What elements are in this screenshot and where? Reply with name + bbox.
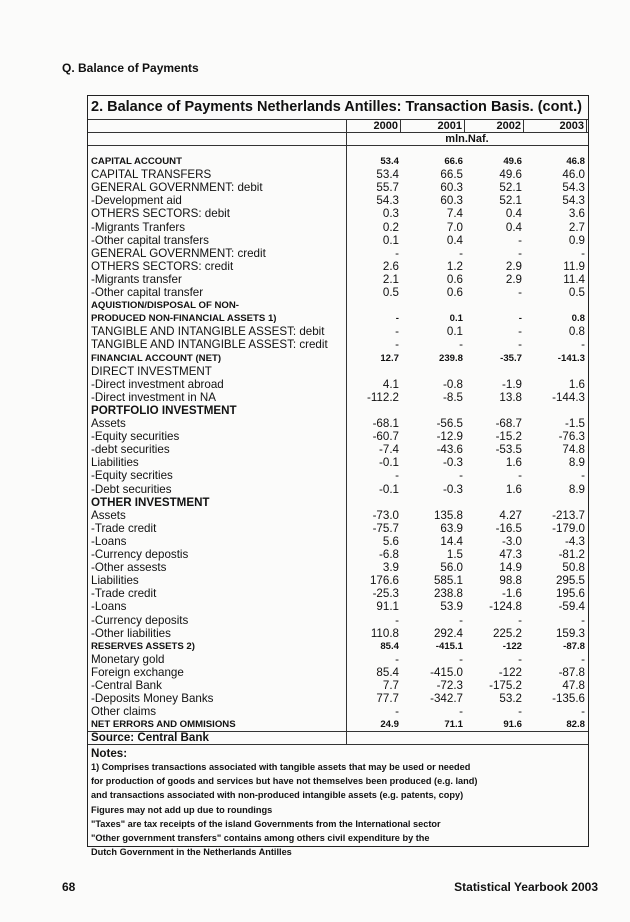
cell-2000: 0.2 [382,220,399,234]
cell-2000: 53.4 [376,168,399,182]
cell-2003: 8.9 [568,456,585,470]
cell-2000: -7.4 [379,443,399,457]
cell-2003: 82.8 [566,719,585,731]
cell-2003: -76.3 [558,430,585,444]
cell-2001: -415.0 [430,665,463,679]
table-row [88,207,588,220]
cell-2000: - [395,613,399,627]
row-label: -Other assests [91,561,167,575]
row-label: FINANCIAL ACCOUNT (NET) [91,352,222,364]
row-label: Assets [91,417,126,430]
cell-2000: 110.8 [370,626,399,640]
cell-2003: -4.3 [565,534,585,548]
row-label: Liabilities [91,456,139,470]
cell-2003: 54.3 [562,194,585,208]
table-row [88,469,588,482]
table-row [88,614,588,627]
row-label: PORTFOLIO INVESTMENT [91,403,237,417]
cell-2003: - [581,469,585,483]
table-row [88,718,588,731]
row-label: -Migrants transfer [91,272,182,286]
cell-2000: 12.7 [380,352,399,364]
cell-2002: - [518,313,522,325]
cell-2000: -68.1 [372,417,399,430]
table-row [88,640,588,653]
cell-2000: 0.5 [382,286,399,299]
row-label: -Loans [91,534,127,548]
cell-2000: 85.4 [376,665,399,679]
table-row [88,705,588,718]
table-row [88,391,588,404]
cell-2003: 74.8 [562,443,585,457]
cell-2003: 1.6 [568,377,585,391]
cell-2000: 91.1 [376,600,399,614]
cell-2002: 0.4 [505,207,522,221]
source-label: Source: Central Bank [91,731,209,744]
cell-2000: 176.6 [369,574,399,588]
table-row [88,430,588,443]
row-label: GENERAL GOVERNMENT: debit [91,181,263,195]
cell-2002: -15.2 [495,430,522,444]
row-label: TANGIBLE AND INTANGIBLE ASSEST: credit [91,338,328,352]
table-row [88,221,588,234]
table-row [88,338,588,351]
table-row [88,666,588,679]
table-row [88,260,588,273]
cell-2001: -43.6 [436,443,463,457]
cell-2001: 53.9 [440,600,463,614]
cell-2002: 98.8 [499,574,522,588]
row-label: -Loans [91,600,127,614]
cell-2003: 46.8 [566,156,585,167]
cell-2001: 0.4 [446,233,463,247]
cell-2000: 3.9 [382,561,399,575]
cell-2002: - [518,233,522,247]
table-row [88,194,588,207]
cell-2000: - [395,652,399,666]
cell-2002: 1.6 [505,456,522,470]
row-label: -Trade credit [91,587,157,601]
source-row [88,731,588,745]
cell-2001: -8.5 [443,390,463,404]
cell-2002: 49.6 [499,168,522,182]
cell-2003: 54.3 [562,181,585,195]
cell-2002: 13.8 [499,390,522,404]
cell-2003: - [581,705,585,719]
row-label: -Development aid [91,194,182,208]
cell-2002: 53.2 [499,692,522,706]
cell-2000: -75.7 [372,521,399,535]
cell-2000: - [395,246,399,260]
cell-2000: 0.3 [382,207,399,221]
table-row [88,273,588,286]
cell-2002: 225.2 [492,626,522,640]
note-line: Figures may not add up due to roundings [91,804,273,815]
cell-2001: - [459,469,463,483]
cell-2002: - [518,286,522,299]
cell-2000: -6.8 [379,548,399,561]
year-2002: 2002 [465,120,524,132]
cell-2000: 2.1 [382,272,399,286]
cell-2001: - [459,652,463,666]
cell-2000: 0.1 [382,233,399,247]
cell-2002: - [518,652,522,666]
cell-2001: 60.3 [440,181,463,195]
table-row [88,155,588,168]
cell-2001: 7.4 [446,207,463,221]
year-2001: 2001 [401,120,465,132]
cell-2002: -122 [498,665,522,679]
cell-2000: -73.0 [372,508,399,522]
cell-2001: 60.3 [440,194,463,208]
cell-2001: 292.4 [433,626,463,640]
cell-2003: 47.8 [562,679,585,692]
cell-2002: - [518,338,522,352]
year-header-row [88,120,588,133]
cell-2003: -213.7 [552,508,585,522]
cell-2002: -1.6 [502,587,522,601]
cell-2001: -342.7 [430,692,463,706]
cell-2001: -12.9 [436,430,463,444]
table-body [88,146,588,731]
cell-2003: - [581,338,585,352]
row-label: -Other capital transfers [91,233,209,247]
cell-2001: 1.2 [446,259,463,273]
row-label: OTHERS SECTORS: credit [91,259,234,273]
cell-2002: - [518,469,522,483]
table-row [88,600,588,613]
row-label: -Debt securities [91,482,172,496]
cell-2000: -0.1 [379,456,399,470]
row-label: -Direct investment abroad [91,377,224,391]
note-line: "Taxes" are tax receipts of the island Governments from the International sector [91,818,441,829]
cell-2000: 4.1 [382,377,399,391]
row-label: RESERVES ASSETS 2) [91,640,195,652]
row-label: -Other capital transfer [91,286,204,299]
cell-2000: 5.6 [382,534,399,548]
cell-2001: -0.3 [443,456,463,470]
row-label: -Deposits Money Banks [91,692,214,706]
row-label: Liabilities [91,574,139,588]
cell-2002: 91.6 [503,719,522,731]
cell-2003: - [581,246,585,260]
cell-2000: 77.7 [376,692,399,706]
cell-2001: - [459,705,463,719]
cell-2002: -35.7 [500,352,522,364]
row-label: Monetary gold [91,652,165,666]
cell-2003: -87.8 [563,640,585,652]
table-row [88,561,588,574]
cell-2002: 2.9 [505,272,522,286]
cell-2000: 2.6 [382,259,399,273]
publication-title: Statistical Yearbook 2003 [454,880,598,894]
cell-2003: 46.0 [562,168,585,182]
cell-2000: -25.3 [372,587,399,601]
cell-2003: 295.5 [555,574,585,588]
cell-2003: -179.0 [552,521,585,535]
table-row [88,247,588,260]
cell-2000: - [395,469,399,483]
row-label: AQUISTION/DISPOSAL OF NON- [91,300,240,312]
cell-2003: 8.9 [568,482,585,496]
cell-2001: -72.3 [436,679,463,692]
cell-2003: 50.8 [562,561,585,575]
cell-2002: - [518,325,522,339]
cell-2001: -0.8 [443,377,463,391]
note-line: and transactions associated with non-produced intangible assets (e.g. patents, copy) [91,790,464,801]
note-line: Dutch Government in the Netherlands Antilles [91,847,292,858]
row-label: -Equity secrities [91,469,173,483]
cell-2003: -59.4 [558,600,585,614]
cell-2003: - [581,613,585,627]
row-label: -Other liabilities [91,626,171,640]
row-label: -Direct investment in NA [91,390,216,404]
cell-2002: - [518,705,522,719]
cell-2000: -60.7 [372,430,399,444]
table-row [88,181,588,194]
notes-heading: Notes: [91,747,128,760]
cell-2002: -3.0 [502,534,522,548]
table-row [88,456,588,469]
cell-2001: 0.6 [446,272,463,286]
row-label: OTHERS SECTORS: debit [91,207,230,221]
cell-2003: 2.7 [568,220,585,234]
table-row [88,522,588,535]
table-row [88,509,588,522]
cell-2000: 85.4 [380,640,399,652]
table-row [88,483,588,496]
cell-2001: - [459,338,463,352]
table-row [88,286,588,299]
notes [88,745,588,861]
cell-2001: 14.4 [440,534,463,548]
cell-2002: 49.6 [503,156,522,167]
cell-2001: 135.8 [433,508,463,522]
note-line: 1) Comprises transactions associated with tangible assets that may be used or needed [91,762,471,772]
cell-2002: -68.7 [495,417,522,430]
table-row [88,299,588,312]
table-row [88,378,588,391]
row-label: OTHER INVESTMENT [91,495,210,509]
row-label: CAPITAL TRANSFERS [91,168,212,182]
row-label: -Currency deposits [91,613,189,627]
cell-2000: 24.9 [380,719,399,731]
cell-2002: 0.4 [505,220,522,234]
cell-2003: 11.9 [563,259,585,273]
table-row [88,692,588,705]
cell-2000: 53.4 [380,156,399,167]
row-label: -Equity securities [91,430,180,444]
row-label: TANGIBLE AND INTANGIBLE ASSEST: debit [91,325,325,339]
year-2003: 2003 [524,120,587,132]
table-row [88,365,588,378]
cell-2000: -0.1 [379,482,399,496]
cell-2000: 7.7 [382,679,399,692]
cell-2003: -1.5 [565,417,585,430]
cell-2001: 66.5 [440,168,463,182]
row-label: -Migrants Tranfers [91,220,186,234]
cell-2002: -16.5 [495,521,522,535]
cell-2003: 159.3 [555,626,585,640]
cell-2001: 1.5 [446,548,463,561]
cell-2001: - [459,613,463,627]
cell-2002: 52.1 [499,194,522,208]
cell-2002: 2.9 [505,259,522,273]
cell-2003: -135.6 [552,692,585,706]
cell-2000: - [395,325,399,339]
cell-2001: 0.1 [449,313,463,325]
note-line: "Other government transfers" contains among others civil expenditure by the [91,833,430,844]
cell-2003: 0.9 [568,233,585,247]
cell-2002: - [518,613,522,627]
page-number: 68 [62,880,76,894]
balance-of-payments-table [87,95,589,858]
cell-2000: -112.2 [366,390,399,404]
table-row [88,417,588,430]
cell-2003: 0.8 [568,325,585,339]
cell-2001: -0.3 [443,482,463,496]
year-2000: 2000 [346,120,401,132]
table-row [88,535,588,548]
cell-2001: 66.6 [444,156,463,167]
table-row [88,679,588,692]
cell-2003: 195.6 [555,587,585,601]
note-line: for production of goods and services but have not themselves been produced (e.g. land) [91,776,478,787]
cell-2001: 238.8 [433,587,463,601]
table-row [88,168,588,181]
cell-2003: -87.8 [558,665,585,679]
cell-2000: 55.7 [376,181,399,195]
table-title: 2. Balance of Payments Netherlands Antilles: Transaction Basis. (cont.) [88,96,588,120]
cell-2001: 63.9 [440,521,463,535]
cell-2001: 585.1 [433,574,463,588]
cell-2003: -81.2 [558,548,585,561]
cell-2002: -122 [502,640,522,652]
cell-2003: -141.3 [557,352,585,364]
cell-2002: 47.3 [499,548,522,561]
cell-2000: 54.3 [376,194,399,208]
cell-2001: 0.1 [446,325,463,339]
cell-2001: - [459,246,463,260]
row-label: -Central Bank [91,679,162,692]
cell-2001: 56.0 [440,561,463,575]
cell-2003: 11.4 [563,272,585,286]
cell-2003: 0.8 [571,313,585,325]
cell-2003: -144.3 [552,390,585,404]
cell-2002: -175.2 [489,679,522,692]
table-row [88,352,588,365]
row-label: Foreign exchange [91,665,184,679]
table-row [88,443,588,456]
table-row [88,587,588,600]
cell-2003: 0.5 [568,286,585,299]
row-label: Assets [91,508,126,522]
unit-row [88,133,588,146]
cell-2001: 239.8 [438,352,463,364]
cell-2000: - [395,705,399,719]
cell-2001: 71.1 [444,719,463,731]
table-row [88,325,588,338]
row-label: -debt securities [91,443,170,457]
row-label: GENERAL GOVERNMENT: credit [91,246,266,260]
table-row [88,627,588,640]
cell-2001: 0.6 [446,286,463,299]
row-label: Other claims [91,705,157,719]
cell-2002: 52.1 [499,181,522,195]
cell-2002: 4.27 [499,508,522,522]
row-label: CAPITAL ACCOUNT [91,156,182,167]
table-row [88,496,588,509]
unit-label: mln.Naf. [445,133,489,145]
row-label: PRODUCED NON-FINANCIAL ASSETS 1) [91,313,277,325]
cell-2002: -53.5 [495,443,522,457]
cell-2002: - [518,246,522,260]
cell-2000: - [395,338,399,352]
cell-2003: 3.6 [568,207,585,221]
table-row [88,548,588,561]
cell-2002: 1.6 [505,482,522,496]
cell-2002: -124.8 [489,600,522,614]
section-heading: Q. Balance of Payments [62,61,199,75]
row-label: DIRECT INVESTMENT [91,364,212,378]
cell-2001: -56.5 [436,417,463,430]
cell-2000: - [395,313,399,325]
cell-2002: 14.9 [499,561,522,575]
table-row [88,574,588,587]
cell-2001: -415.1 [435,640,463,652]
table-row [88,234,588,247]
table-row [88,653,588,666]
table-row [88,312,588,325]
row-label: NET ERRORS AND OMMISIONS [91,719,236,731]
cell-2003: - [581,652,585,666]
table-row [88,404,588,417]
row-label: -Trade credit [91,521,157,535]
cell-2002: -1.9 [502,377,522,391]
row-label: -Currency depostis [91,548,189,561]
cell-2001: 7.0 [446,220,463,234]
